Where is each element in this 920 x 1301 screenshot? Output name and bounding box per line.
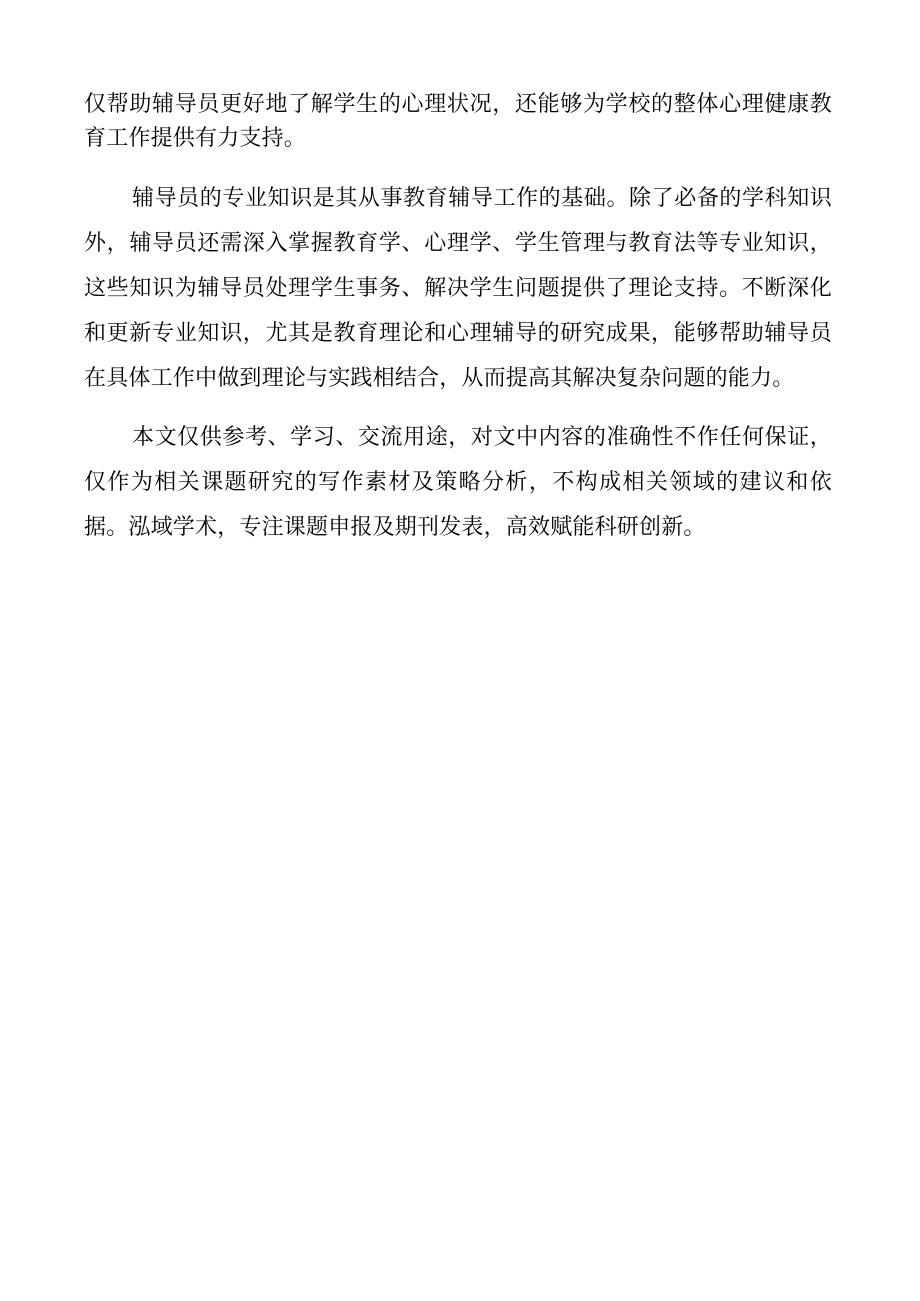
paragraph-continuation: 仅帮助辅导员更好地了解学生的心理状况，还能够为学校的整体心理健康教育工作提供有力支持。 [84,92,832,151]
document-page [84,88,832,564]
paragraph-professional-knowledge: 辅导员的专业知识是其从事教育辅导工作的基础。除了必备的学科知识外，辅导员还需深入掌握教育学、心理学、学生管理与教育法等专业知识，这些知识为辅导员处理学生事务、解决学生问题提供了理论支持。不断深化和更新专业知识，尤其是教育理论和心理辅导的研究成果，能够帮助辅导员在具体工作中做到理论与实践相结合，从而提高其解决复杂问题的能力。 [84,186,832,391]
paragraph-disclaimer: 本文仅供参考、学习、交流用途，对文中内容的准确性不作任何保证，仅作为相关课题研究的写作素材及策略分析，不构成相关领域的建议和依据。泓域学术，专注课题申报及期刊发表，高效赋能科研创新。 [84,425,832,540]
